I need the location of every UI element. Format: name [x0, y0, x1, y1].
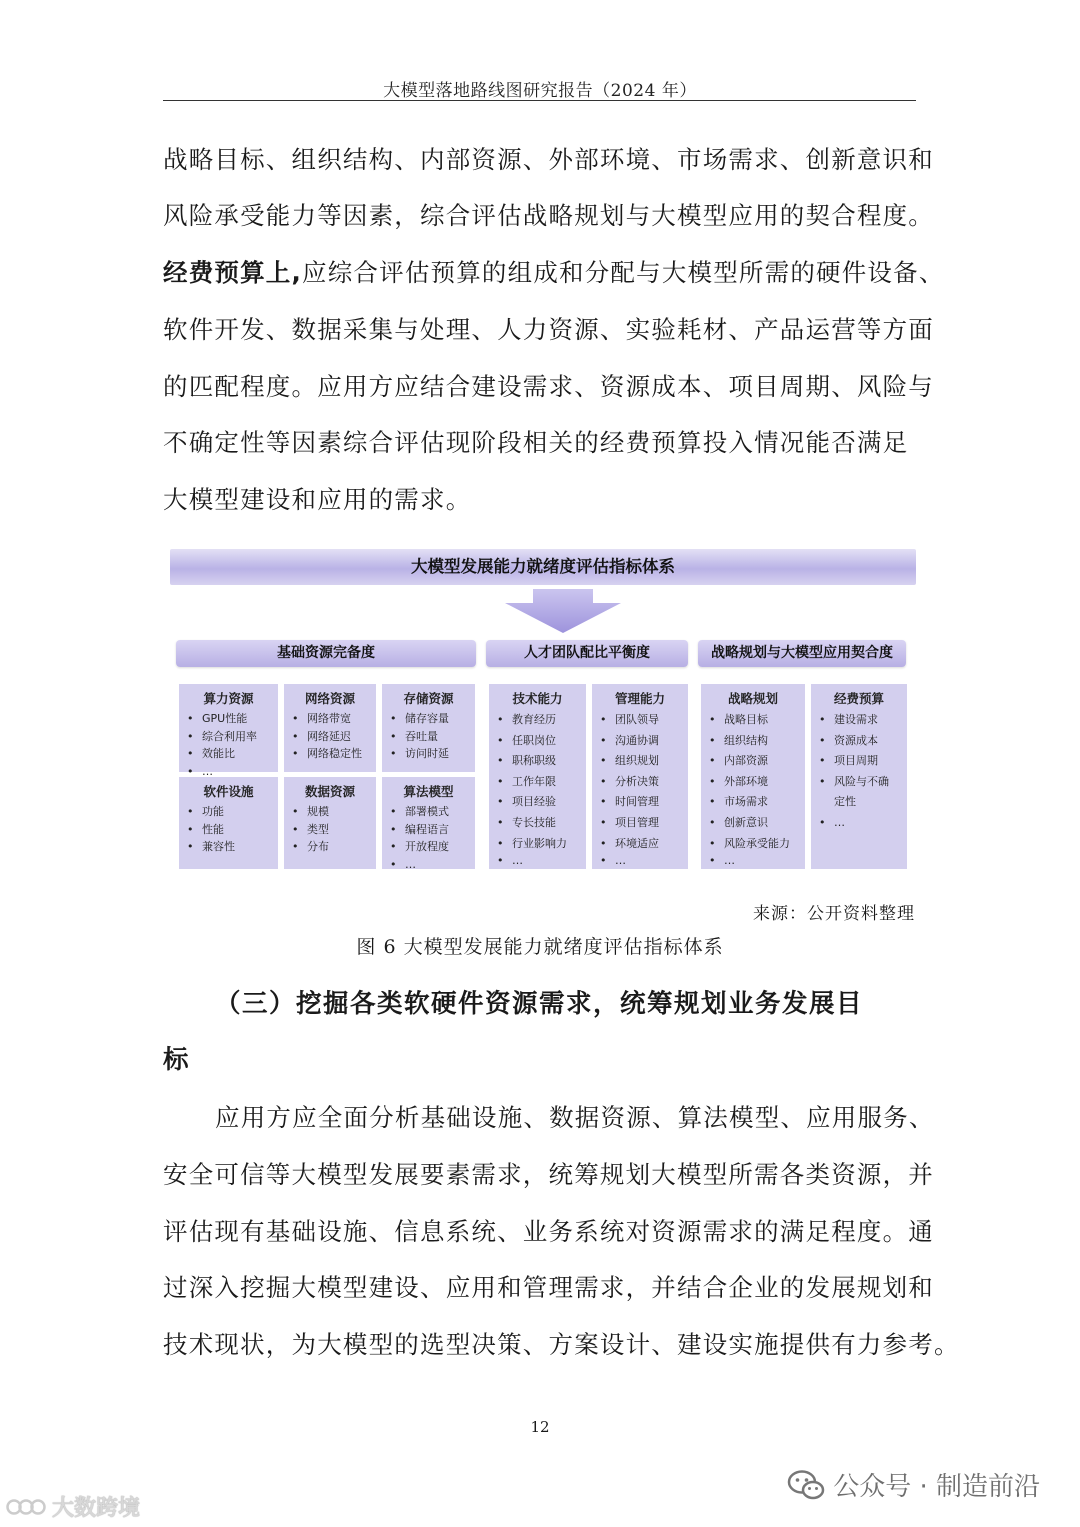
paragraph-line: 安全可信等大模型发展要素需求，统筹规划大模型所需各类资源，并	[163, 1160, 934, 1189]
box-storage	[382, 684, 475, 772]
list-item: • 行业影响力	[497, 834, 586, 855]
list-item: • 编程语言	[390, 821, 475, 839]
box-title: 网络资源	[304, 691, 355, 706]
category-strategy-fit: 战略规划与大模型应用契合度	[698, 640, 906, 667]
box-algorithm	[382, 777, 475, 869]
list-item: • 网络延迟	[292, 728, 376, 746]
list-item: • 网络稳定性	[292, 745, 376, 763]
box-title: 战略规划	[727, 691, 778, 706]
paragraph-line: 的匹配程度。应用方应结合建设需求、资源成本、项目周期、风险与	[163, 372, 934, 401]
paragraph-text: 应综合评估预算的组成和分配与大模型所需的硬件设备、	[302, 258, 945, 287]
section-heading-continuation: 标	[163, 1045, 191, 1075]
paragraph-line: 应用方应全面分析基础设施、数据资源、算法模型、应用服务、	[215, 1103, 935, 1132]
list-item: • 组织结构	[709, 731, 805, 752]
box-data	[284, 777, 376, 869]
category-foundational-resources: 基础资源完备度	[176, 640, 476, 667]
list-item: • 分析决策	[600, 772, 688, 793]
list-item: • 风险承受能力	[709, 834, 805, 855]
running-header: 大模型落地路线图研究报告（2024 年）	[383, 81, 697, 101]
list-item: • …	[187, 763, 278, 781]
list-item: • …	[497, 854, 586, 868]
page-number: 12	[530, 1418, 550, 1436]
list-item: • 部署模式	[390, 803, 475, 821]
list-item: • …	[600, 854, 688, 868]
list-item: • 团队领导	[600, 710, 688, 731]
list-item: • 建设需求	[819, 710, 907, 731]
figure-source: 来源：公开资料整理	[753, 904, 915, 924]
list-item: • 教育经历	[497, 710, 586, 731]
list-item: • 类型	[292, 821, 376, 839]
paragraph-line	[163, 257, 945, 289]
paragraph-line: 不确定性等因素综合评估现阶段相关的经费预算投入情况能否满足	[163, 428, 909, 457]
box-network	[284, 684, 376, 772]
list-item: • 规模	[292, 803, 376, 821]
watermark-logo-icon	[6, 1495, 46, 1519]
list-item: • 吞吐量	[390, 728, 475, 746]
list-item: • 战略目标	[709, 710, 805, 731]
paragraph-line: 风险承受能力等因素，综合评估战略规划与大模型应用的契合程度。	[163, 201, 934, 230]
wechat-watermark	[787, 1466, 1040, 1503]
box-management-ability	[592, 684, 688, 869]
paragraph-line: 过深入挖掘大模型建设、应用和管理需求，并结合企业的发展规划和	[163, 1273, 934, 1302]
list-item: • 创新意识	[709, 813, 805, 834]
list-item: • 功能	[187, 803, 278, 821]
list-item: • 性能	[187, 821, 278, 839]
paragraph-line: 评估现有基础设施、信息系统、业务系统对资源需求的满足程度。通	[163, 1217, 934, 1246]
list-item: • 资源成本	[819, 731, 907, 752]
box-software	[179, 777, 278, 869]
list-item: • 环境适应	[600, 834, 688, 855]
list-item: • 市场需求	[709, 792, 805, 813]
wechat-icon	[787, 1469, 825, 1501]
header-rule	[163, 100, 916, 101]
watermark-text: 大数跨境	[52, 1496, 141, 1521]
section-heading: （三）挖掘各类软硬件资源需求，统筹规划业务发展目	[215, 989, 864, 1019]
corner-watermark	[6, 1491, 140, 1522]
box-title: 算力资源	[203, 691, 254, 706]
list-item: • 项目管理	[600, 813, 688, 834]
box-title: 软件设施	[203, 784, 254, 799]
figure-caption: 图 6 大模型发展能力就绪度评估指标体系	[356, 936, 724, 958]
list-item: • 组织规划	[600, 751, 688, 772]
watermark-text: 公众号 · 制造前沿	[833, 1472, 1040, 1502]
lead-phrase: 经费预算上,	[163, 258, 303, 287]
box-title: 技术能力	[512, 691, 563, 706]
list-item: • 项目经验	[497, 792, 586, 813]
list-item: • 外部环境	[709, 772, 805, 793]
box-tech-ability	[489, 684, 586, 869]
list-item-continuation: 定性	[834, 795, 856, 809]
list-item: • 风险与不确	[819, 772, 907, 793]
box-title: 算法模型	[403, 784, 454, 799]
box-title: 管理能力	[614, 691, 665, 706]
list-item: • 网络带宽	[292, 710, 376, 728]
list-item: • 综合利用率	[187, 728, 278, 746]
figure-banner: 大模型发展能力就绪度评估指标体系	[170, 549, 916, 585]
list-item: • GPU性能	[187, 710, 278, 728]
paragraph-line: 大模型建设和应用的需求。	[163, 485, 472, 514]
list-item: • 任职岗位	[497, 731, 586, 752]
list-item: • …	[709, 854, 805, 868]
list-item: • 兼容性	[187, 838, 278, 856]
paragraph-line: 技术现状，为大模型的选型决策、方案设计、建设实施提供有力参考。	[163, 1330, 960, 1359]
list-item: • 项目周期	[819, 751, 907, 772]
box-strategic-planning	[701, 684, 805, 869]
list-item: • …	[390, 856, 475, 874]
down-arrow-icon	[503, 589, 623, 633]
box-budget	[811, 684, 907, 869]
list-item: • 开放程度	[390, 838, 475, 856]
box-title: 数据资源	[304, 784, 355, 799]
list-item: • …	[819, 813, 907, 834]
list-item: • 时间管理	[600, 792, 688, 813]
list-item: • 访问时延	[390, 745, 475, 763]
list-item: • 工作年限	[497, 772, 586, 793]
box-title: 经费预算	[833, 691, 884, 706]
category-talent-team: 人才团队配比平衡度	[486, 640, 688, 667]
list-item: • 职称职级	[497, 751, 586, 772]
paragraph-line: 战略目标、组织结构、内部资源、外部环境、市场需求、创新意识和	[163, 145, 934, 174]
list-item: • 内部资源	[709, 751, 805, 772]
list-item: • 储存容量	[390, 710, 475, 728]
list-item: • 分布	[292, 838, 376, 856]
list-item: • 效能比	[187, 745, 278, 763]
paragraph-line: 软件开发、数据采集与处理、人力资源、实验耗材、产品运营等方面	[163, 315, 934, 344]
box-compute	[179, 684, 278, 778]
list-item: • 专长技能	[497, 813, 586, 834]
box-title: 存储资源	[403, 691, 454, 706]
list-item: • 沟通协调	[600, 731, 688, 752]
